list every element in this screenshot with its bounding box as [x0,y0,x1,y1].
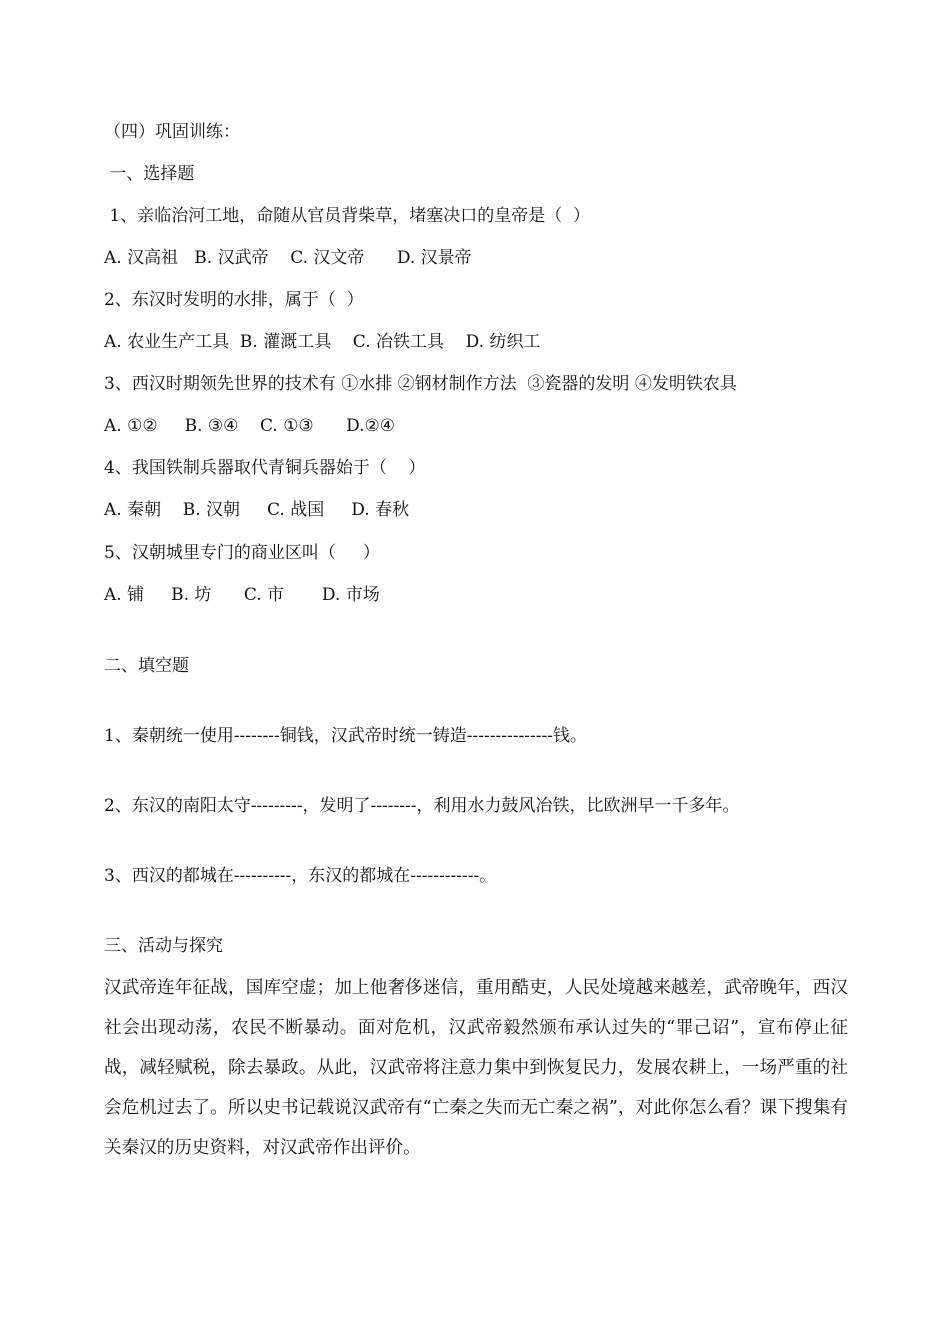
question-1-options: A. 汉高祖 B. 汉武帝 C. 汉文帝 D. 汉景帝 [104,248,472,268]
activity-paragraph: 汉武帝连年征战，国库空虚；加上他奢侈迷信，重用酷吏，人民处境越来越差，武帝晚年，西汉社会出现动荡，农民不断暴动。面对危机，汉武帝毅然颁布承认过失的“罪己诏”，宣布停止征战，减轻赋税，除去暴政。从此，汉武帝将注意力集中到恢复民力，发展农耕上，一场严重的社会危机过去了。所以史书记载说汉武帝有“亡秦之失而无亡秦之祸”，对此你怎么看？课下搜集有关秦汉的历史资料，对汉武帝作出评价。 [104,978,848,1158]
fill-item-3: 3、西汉的都城在----------，东汉的都城在------------。 [104,866,497,886]
question-2-options: A. 农业生产工具 B. 灌溉工具 C. 冶铁工具 D. 纺织工 [104,332,541,352]
section-title: （四）巩固训练： [104,122,240,142]
fill-heading: 二、填空题 [104,656,189,676]
fill-item-1: 1、秦朝统一使用--------铜钱，汉武帝时统一铸造---------------钱。 [104,726,587,746]
question-5-options: A. 铺 B. 坊 C. 市 D. 市场 [104,585,380,605]
question-4-options: A. 秦朝 B. 汉朝 C. 战国 D. 春秋 [104,500,410,520]
question-3-options: A. ①② B. ③④ C. ①③ D.②④ [104,416,396,436]
question-4: 4、我国铁制兵器取代青铜兵器始于（ ） [104,458,426,478]
activity-heading: 三、活动与探究 [104,936,223,956]
question-1: 1、亲临治河工地，命随从官员背柴草，堵塞决口的皇帝是（ ） [104,206,591,226]
question-5: 5、汉朝城里专门的商业区叫（ ） [104,543,380,563]
question-3: 3、西汉时期领先世界的技术有 ①水排 ②钢材制作方法 ③瓷器的发明 ④发明铁农具 [104,374,737,394]
choice-heading: 一、选择题 [104,164,195,184]
question-2: 2、东汉时发明的水排，属于（ ） [104,290,364,310]
fill-item-2: 2、东汉的南阳太守---------，发明了--------，利用水力鼓风冶铁，比欧洲早一千多年。 [104,796,740,816]
